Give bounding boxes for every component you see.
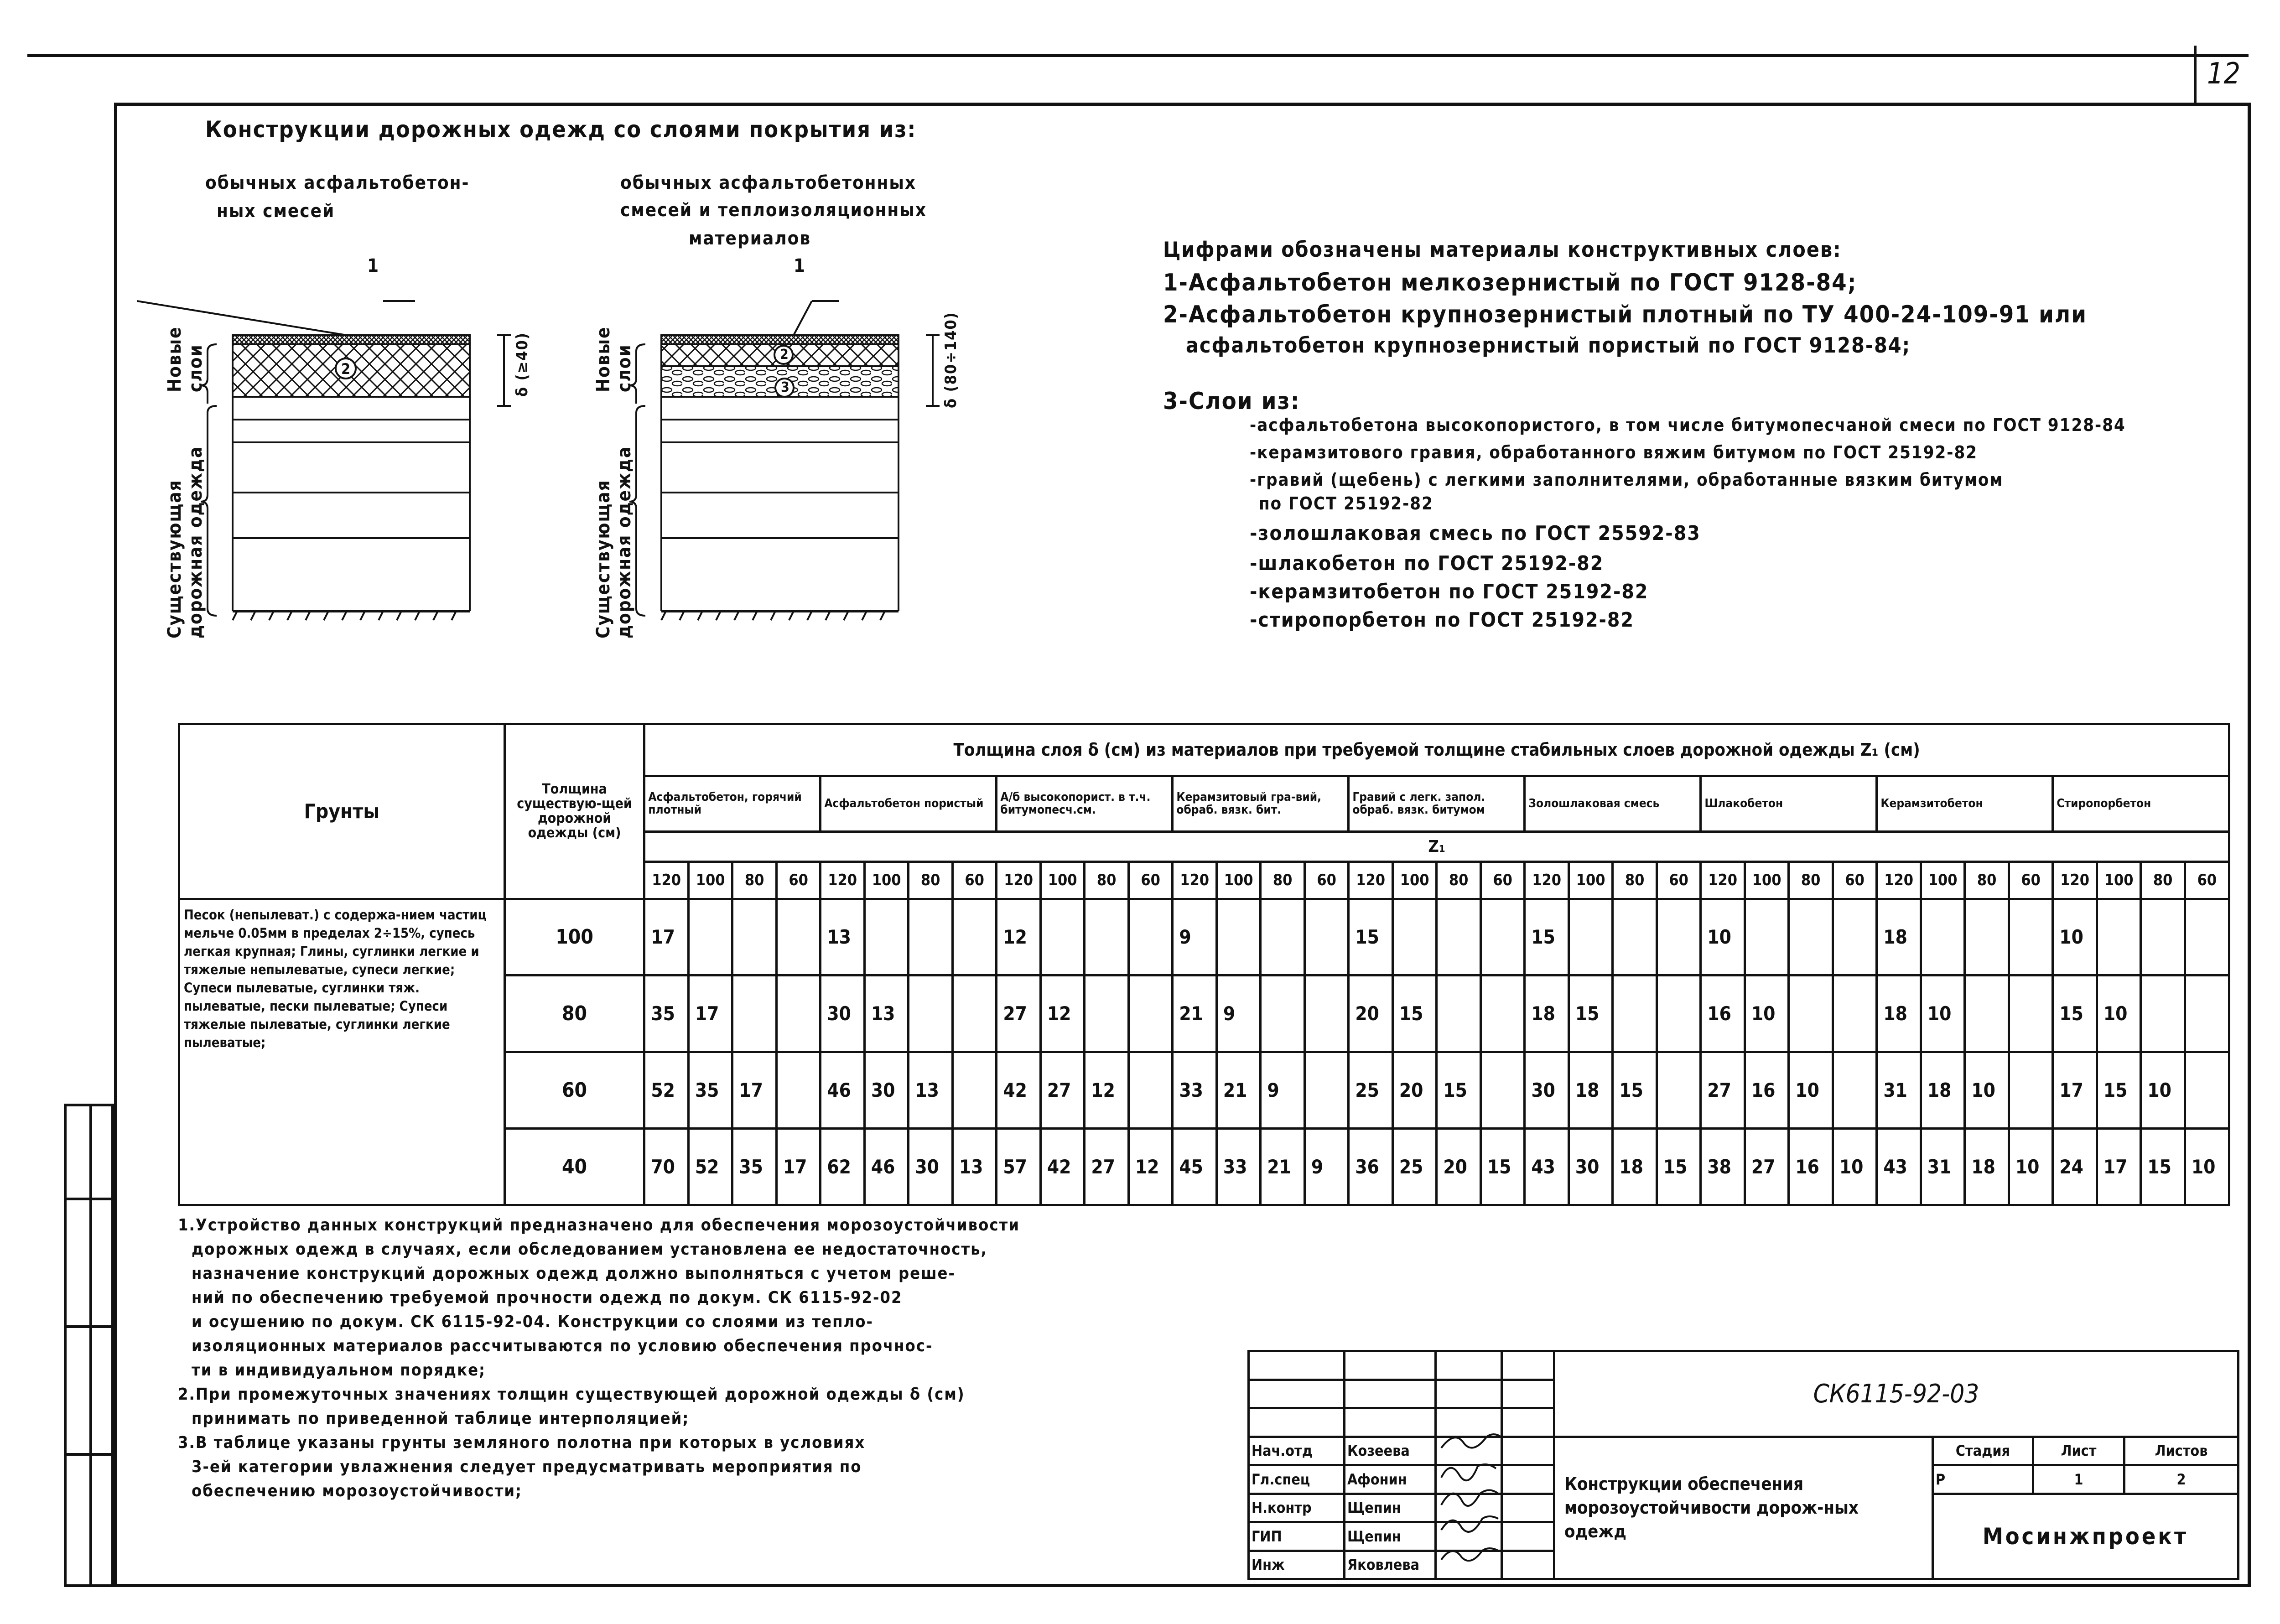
thickness-cell: 45 <box>1173 1129 1217 1205</box>
soils-description: Песок (непылеват.) с содержа-нием частиц мельче 0.05мм в пределах 2÷15%, супесь легкая крупная; Глины, суглинки легкие и тяжелые непылеватые, супеси легкие; Супеси пылеватые, суглинки тяж. пылеватые, пески пылеватые; Супеси тяжелые пылеватые, суглинки легкие пылеватые; <box>179 899 505 1205</box>
thickness-cell <box>1437 899 1481 975</box>
header-soils: Грунты <box>179 724 505 899</box>
thickness-cell <box>952 1052 997 1129</box>
thickness-cell: 9 <box>1304 1129 1349 1205</box>
z-value-header: 120 <box>1877 862 1921 899</box>
thickness-cell: 15 <box>1349 899 1393 975</box>
thickness-cell: 21 <box>1261 1129 1305 1205</box>
thickness-cell: 10 <box>1833 1129 1877 1205</box>
thickness-cell <box>2141 899 2185 975</box>
thickness-cell: 30 <box>1568 1129 1613 1205</box>
thickness-cell <box>1568 899 1613 975</box>
note-line: обеспечению морозоустойчивости; <box>192 1482 522 1500</box>
material-header: Керамзитовый гра-вий, обраб. вязк. бит. <box>1173 776 1349 831</box>
stamp-name: Яковлева <box>1345 1551 1436 1579</box>
thickness-cell <box>1480 975 1525 1052</box>
sheets-label: Листов <box>2124 1437 2238 1465</box>
thickness-cell <box>776 975 821 1052</box>
thickness-cell: 17 <box>732 1052 777 1129</box>
thickness-cell <box>1965 975 2009 1052</box>
z-value-header: 60 <box>1480 862 1525 899</box>
thickness-cell: 10 <box>1789 1052 1833 1129</box>
thickness-cell: 15 <box>1657 1129 1701 1205</box>
thickness-cell <box>1789 975 1833 1052</box>
organization: Мосинжпроект <box>1933 1494 2238 1579</box>
thickness-cell: 10 <box>1701 899 1745 975</box>
thickness-cell: 18 <box>1613 1129 1657 1205</box>
thickness-cell <box>776 1052 821 1129</box>
thickness-cell <box>776 899 821 975</box>
legend-sub-8: -стиропорбетон по ГОСТ 25192-82 <box>1250 608 1635 632</box>
legend-sub-6: -шлакобетон по ГОСТ 25192-82 <box>1250 552 1604 575</box>
thickness-cell: 35 <box>644 975 689 1052</box>
thickness-cell: 35 <box>688 1052 732 1129</box>
note-line: 1.Устройство данных конструкций предназначено для обеспечения морозоустойчивости <box>178 1216 1020 1235</box>
thickness-cell <box>1040 899 1085 975</box>
sheets-value: 2 <box>2124 1465 2238 1494</box>
stamp-role: Инж <box>1249 1551 1345 1579</box>
material-header: Шлакобетон <box>1701 776 1877 831</box>
thickness-cell <box>2009 899 2053 975</box>
thickness-cell: 20 <box>1437 1129 1481 1205</box>
right-caption-line2: смесей и теплоизоляционных <box>620 200 927 221</box>
layer-2-left: 2 <box>341 360 352 378</box>
thickness-cell <box>1128 1052 1173 1129</box>
thickness-cell: 52 <box>688 1129 732 1205</box>
thickness-cell: 17 <box>644 899 689 975</box>
z-value-header: 100 <box>2097 862 2141 899</box>
thickness-cell <box>1657 975 1701 1052</box>
thickness-cell: 10 <box>2097 975 2141 1052</box>
drawing-title: Конструкции дорожных одежд со слоями покрытия из: <box>205 116 917 143</box>
thickness-cell: 30 <box>1525 1052 1569 1129</box>
material-header: Керамзитобетон <box>1877 776 2053 831</box>
legend-sub-1: -асфальтобетона высокопористого, в том числе битумопесчаной смеси по ГОСТ 9128-84 <box>1250 415 2126 435</box>
thickness-cell <box>1085 899 1129 975</box>
thickness-cell: 27 <box>1040 1052 1085 1129</box>
note-line: и осушению по докум. СК 6115-92-04. Конструкции со слоями из тепло- <box>192 1313 873 1331</box>
thickness-cell: 18 <box>1965 1129 2009 1205</box>
thickness-cell: 25 <box>1392 1129 1437 1205</box>
page-number: 12 <box>2194 46 2251 103</box>
thickness-cell: 18 <box>1921 1052 1965 1129</box>
callout-1-left: 1 <box>367 255 380 276</box>
z-value-header: 120 <box>2053 862 2097 899</box>
stamp-name: Афонин <box>1345 1465 1436 1494</box>
material-header: Золошлаковая смесь <box>1525 776 1701 831</box>
stamp-role: Гл.спец <box>1249 1465 1345 1494</box>
thickness-cell: 15 <box>1613 1052 1657 1129</box>
thickness-cell: 46 <box>821 1052 865 1129</box>
note-line: назначение конструкций дорожных одежд должно выполняться с учетом реше- <box>192 1264 956 1283</box>
thickness-cell <box>1921 899 1965 975</box>
stamp-role: ГИП <box>1249 1522 1345 1551</box>
thickness-cell: 15 <box>1437 1052 1481 1129</box>
thickness-cell <box>1657 899 1701 975</box>
thickness-cell <box>2141 975 2185 1052</box>
thickness-cell: 70 <box>644 1129 689 1205</box>
z-value-header: 60 <box>952 862 997 899</box>
left-caption-line2: ных смесей <box>217 201 335 222</box>
thickness-cell <box>1965 899 2009 975</box>
z-value-header: 120 <box>644 862 689 899</box>
existing-thickness-value: 60 <box>504 1052 644 1129</box>
thickness-cell: 15 <box>1568 975 1613 1052</box>
z-value-header: 120 <box>1349 862 1393 899</box>
legend-sub-5: -золошлаковая смесь по ГОСТ 25592-83 <box>1250 522 1701 545</box>
thickness-cell: 13 <box>864 975 909 1052</box>
thickness-cell: 18 <box>1877 899 1921 975</box>
z-value-header: 60 <box>1833 862 1877 899</box>
thickness-cell: 21 <box>1173 975 1217 1052</box>
legend-item-2: 2-Асфальтобетон крупнозернистый плотный по ТУ 400-24-109-91 или <box>1163 301 2087 328</box>
layer-2-right: 2 <box>780 347 789 363</box>
thickness-cell: 17 <box>688 975 732 1052</box>
z-label: Z₁ <box>644 832 2229 862</box>
thickness-cell: 15 <box>2141 1129 2185 1205</box>
material-header: Асфальтобетон пористый <box>821 776 997 831</box>
thickness-cell: 15 <box>2053 975 2097 1052</box>
z-value-header: 60 <box>2009 862 2053 899</box>
thickness-cell: 33 <box>1173 1052 1217 1129</box>
thickness-cell <box>1789 899 1833 975</box>
layer-3-right: 3 <box>781 379 790 395</box>
thickness-cell <box>1480 1052 1525 1129</box>
legend-sub-2: -керамзитового гравия, обработанного вяжим битумом по ГОСТ 25192-82 <box>1250 442 1978 462</box>
thickness-cell: 57 <box>997 1129 1041 1205</box>
thickness-cell <box>1613 975 1657 1052</box>
thickness-cell <box>2009 1052 2053 1129</box>
note-line: 3-ей категории увлажнения следует предусматривать мероприятия по <box>192 1458 862 1476</box>
stamp-name: Козеева <box>1345 1437 1436 1465</box>
thickness-cell: 27 <box>997 975 1041 1052</box>
top-border-line <box>27 54 2249 57</box>
z-value-header: 60 <box>1128 862 1173 899</box>
legend-item-2-cont: асфальтобетон крупнозернистый пористый по ГОСТ 9128-84; <box>1186 333 1911 358</box>
thickness-cell <box>1480 899 1525 975</box>
note-line: 3.В таблице указаны грунты земляного полотна при которых в условиях <box>178 1433 866 1452</box>
stamp-description: Конструкции обеспечения морозоустойчивости дорож-ных одежд <box>1554 1437 1933 1579</box>
thickness-cell: 10 <box>1921 975 1965 1052</box>
thickness-cell: 17 <box>2097 1129 2141 1205</box>
thickness-cell: 62 <box>821 1129 865 1205</box>
z-value-header: 80 <box>1261 862 1305 899</box>
stage-label: Стадия <box>1933 1437 2033 1465</box>
thickness-cell: 30 <box>909 1129 953 1205</box>
thickness-cell <box>1261 899 1305 975</box>
material-header: Гравий с легк. запол. обраб. вязк. битумом <box>1349 776 1525 831</box>
thickness-cell: 18 <box>1568 1052 1613 1129</box>
thickness-cell <box>1613 899 1657 975</box>
thickness-cell: 42 <box>997 1052 1041 1129</box>
z-value-header: 80 <box>2141 862 2185 899</box>
thickness-cell: 35 <box>732 1129 777 1205</box>
thickness-cell <box>952 899 997 975</box>
stage-value: Р <box>1933 1465 2033 1494</box>
thickness-cell: 27 <box>1745 1129 1789 1205</box>
thickness-cell: 10 <box>2009 1129 2053 1205</box>
thickness-cell: 42 <box>1040 1129 1085 1205</box>
existing-thickness-value: 80 <box>504 975 644 1052</box>
thickness-cell <box>2185 975 2229 1052</box>
thickness-cell: 21 <box>1216 1052 1261 1129</box>
legend-heading: Цифрами обозначены материалы конструктивных слоев: <box>1163 237 1842 262</box>
note-line: ний по обеспечению требуемой прочности одежд по докум. СК 6115-92-02 <box>192 1288 903 1307</box>
thickness-cell: 43 <box>1877 1129 1921 1205</box>
thickness-cell: 43 <box>1525 1129 1569 1205</box>
thickness-cell: 15 <box>2097 1052 2141 1129</box>
title-block-stamp <box>1247 1350 2239 1580</box>
thickness-cell: 10 <box>2053 899 2097 975</box>
thickness-cell: 36 <box>1349 1129 1393 1205</box>
thickness-cell <box>1304 975 1349 1052</box>
left-caption-line1: обычных асфальтобетон- <box>205 172 470 193</box>
z-value-header: 120 <box>1173 862 1217 899</box>
thickness-cell: 24 <box>2053 1129 2097 1205</box>
thickness-cell: 10 <box>2185 1129 2229 1205</box>
note-line: 2.При промежуточных значениях толщин существующей дорожной одежды δ (см) <box>178 1385 965 1404</box>
thickness-cell <box>1833 1052 1877 1129</box>
thickness-cell: 20 <box>1392 1052 1437 1129</box>
z-value-header: 120 <box>997 862 1041 899</box>
thickness-cell <box>1128 975 1173 1052</box>
thickness-cell: 10 <box>1745 975 1789 1052</box>
note-line: изоляционных материалов рассчитываются по условию обеспечения прочнос- <box>192 1337 933 1355</box>
thickness-cell: 17 <box>2053 1052 2097 1129</box>
thickness-cell: 30 <box>821 975 865 1052</box>
thickness-cell: 27 <box>1085 1129 1129 1205</box>
thickness-cell: 12 <box>1085 1052 1129 1129</box>
thickness-cell: 15 <box>1392 975 1437 1052</box>
thickness-cell: 31 <box>1921 1129 1965 1205</box>
thickness-cell: 33 <box>1216 1129 1261 1205</box>
z-value-header: 100 <box>688 862 732 899</box>
legend-item-3: 3-Слои из: <box>1163 388 1300 415</box>
thickness-cell: 15 <box>1525 899 1569 975</box>
note-line: дорожных одежд в случаях, если обследованием установлена ее недостаточность, <box>192 1240 987 1259</box>
thickness-cell <box>732 975 777 1052</box>
thickness-cell: 12 <box>1040 975 1085 1052</box>
z-value-header: 100 <box>1745 862 1789 899</box>
thickness-cell: 10 <box>2141 1052 2185 1129</box>
z-value-header: 80 <box>1085 862 1129 899</box>
existing-thickness-value: 100 <box>504 899 644 975</box>
vertical-existing-left: Существующая дорожная одежда <box>164 446 206 638</box>
thickness-cell <box>864 899 909 975</box>
thickness-cell <box>732 899 777 975</box>
z-value-header: 80 <box>1789 862 1833 899</box>
thickness-cell <box>1128 899 1173 975</box>
z-value-header: 100 <box>1216 862 1261 899</box>
thickness-cell <box>2009 975 2053 1052</box>
thickness-cell: 13 <box>909 1052 953 1129</box>
header-group: Толщина слоя δ (см) из материалов при требуемой толщине стабильных слоев дорожной одежды Z₁ (см) <box>644 724 2229 776</box>
thickness-cell: 52 <box>644 1052 689 1129</box>
thickness-cell <box>688 899 732 975</box>
thickness-cell: 20 <box>1349 975 1393 1052</box>
legend-sub-4: по ГОСТ 25192-82 <box>1259 493 1433 514</box>
z-value-header: 100 <box>1392 862 1437 899</box>
thickness-cell: 17 <box>776 1129 821 1205</box>
thickness-cell: 27 <box>1701 1052 1745 1129</box>
thickness-cell <box>909 975 953 1052</box>
z-value-header: 120 <box>1525 862 1569 899</box>
thickness-cell <box>1261 975 1305 1052</box>
signatures <box>1437 1427 1505 1578</box>
z-value-header: 100 <box>1568 862 1613 899</box>
thickness-cell: 13 <box>821 899 865 975</box>
frost-resistance-table <box>178 723 2230 1206</box>
z-value-header: 80 <box>732 862 777 899</box>
sheet-label: Лист <box>2033 1437 2124 1465</box>
z-value-header: 60 <box>2185 862 2229 899</box>
thickness-cell: 18 <box>1877 975 1921 1052</box>
thickness-cell: 15 <box>1480 1129 1525 1205</box>
thickness-cell <box>2185 899 2229 975</box>
thickness-cell <box>1216 899 1261 975</box>
vertical-new-layers-right: Новые слои <box>593 326 635 392</box>
thickness-cell <box>1304 1052 1349 1129</box>
thickness-cell <box>1304 899 1349 975</box>
thickness-cell: 31 <box>1877 1052 1921 1129</box>
dimension-right: δ (80÷140) <box>942 311 960 408</box>
thickness-cell: 25 <box>1349 1052 1393 1129</box>
thickness-cell: 10 <box>1965 1052 2009 1129</box>
legend-item-1: 1-Асфальтобетон мелкозернистый по ГОСТ 9128-84; <box>1163 269 1857 296</box>
thickness-cell: 46 <box>864 1129 909 1205</box>
callout-1-right: 1 <box>794 255 806 276</box>
thickness-cell <box>1833 975 1877 1052</box>
thickness-cell: 16 <box>1701 975 1745 1052</box>
thickness-cell: 12 <box>997 899 1041 975</box>
stamp-role: Нач.отд <box>1249 1437 1345 1465</box>
thickness-cell <box>1392 899 1437 975</box>
sheet-value: 1 <box>2033 1465 2124 1494</box>
stamp-name: Щепин <box>1345 1522 1436 1551</box>
thickness-cell: 18 <box>1525 975 1569 1052</box>
thickness-cell <box>1085 975 1129 1052</box>
z-value-header: 80 <box>1965 862 2009 899</box>
thickness-cell: 16 <box>1789 1129 1833 1205</box>
existing-thickness-value: 40 <box>504 1129 644 1205</box>
thickness-cell: 9 <box>1173 899 1217 975</box>
thickness-cell <box>1437 975 1481 1052</box>
vertical-new-layers-left: Новые слои <box>164 326 206 392</box>
thickness-cell: 12 <box>1128 1129 1173 1205</box>
stamp-role: Н.контр <box>1249 1494 1345 1522</box>
thickness-cell <box>909 899 953 975</box>
legend-sub-3: -гравий (щебень) с легкими заполнителями, обработанные вязким битумом <box>1250 470 2004 490</box>
thickness-cell <box>2185 1052 2229 1129</box>
right-caption-line3: материалов <box>689 228 811 249</box>
z-value-header: 80 <box>1437 862 1481 899</box>
thickness-cell <box>952 975 997 1052</box>
header-existing-thickness: Толщина существую-щей дорожной одежды (см) <box>504 724 644 899</box>
thickness-cell: 9 <box>1261 1052 1305 1129</box>
document-code: СК6115-92-03 <box>1554 1351 2238 1437</box>
thickness-cell: 30 <box>864 1052 909 1129</box>
thickness-cell <box>1657 1052 1701 1129</box>
vertical-existing-right: Существующая дорожная одежда <box>593 446 635 638</box>
thickness-cell: 16 <box>1745 1052 1789 1129</box>
z-value-header: 100 <box>1040 862 1085 899</box>
z-value-header: 60 <box>1657 862 1701 899</box>
thickness-cell: 9 <box>1216 975 1261 1052</box>
notes-block <box>178 1213 1020 1503</box>
note-line: ти в индивидуальном порядке; <box>192 1361 486 1380</box>
dimension-left: δ (≥40) <box>513 332 531 397</box>
z-value-header: 120 <box>1701 862 1745 899</box>
z-value-header: 100 <box>1921 862 1965 899</box>
z-value-header: 60 <box>776 862 821 899</box>
legend-sub-7: -керамзитобетон по ГОСТ 25192-82 <box>1250 580 1649 603</box>
z-value-header: 60 <box>1304 862 1349 899</box>
z-value-header: 100 <box>864 862 909 899</box>
note-line: принимать по приведенной таблице интерполяцией; <box>192 1409 690 1428</box>
material-header: Стиропорбетон <box>2053 776 2229 831</box>
cross-section-drawings <box>137 255 1003 666</box>
z-value-header: 120 <box>821 862 865 899</box>
stamp-name: Щепин <box>1345 1494 1436 1522</box>
thickness-cell <box>1745 899 1789 975</box>
thickness-cell <box>2097 899 2141 975</box>
z-value-header: 80 <box>909 862 953 899</box>
thickness-cell: 13 <box>952 1129 997 1205</box>
thickness-cell <box>1833 899 1877 975</box>
right-caption-line1: обычных асфальтобетонных <box>620 172 917 193</box>
thickness-cell: 38 <box>1701 1129 1745 1205</box>
material-header: А/б высокопорист. в т.ч. битумопесч.см. <box>997 776 1173 831</box>
left-margin-stamp <box>64 1104 114 1587</box>
z-value-header: 80 <box>1613 862 1657 899</box>
material-header: Асфальтобетон, горячий плотный <box>644 776 821 831</box>
